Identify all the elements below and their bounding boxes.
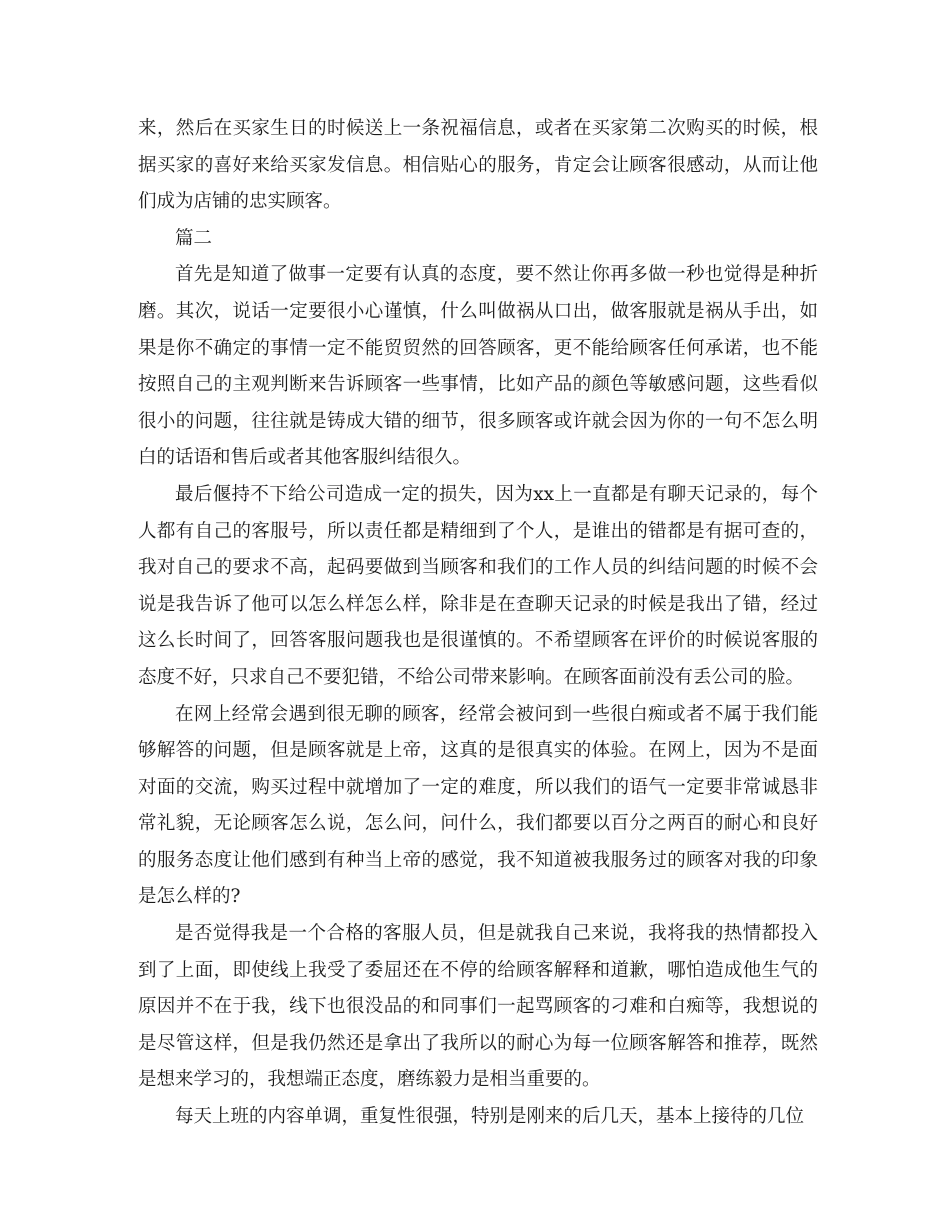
paragraph: 每天上班的内容单调，重复性很强，特别是刚来的后几天，基本上接待的几位 [175, 1106, 805, 1128]
paragraph: 首先是知道了做事一定要有认真的态度，要不然让你再多做一秒也觉得是种折磨。其次，说话一定要很小心谨慎，什么叫做祸从口出，做客服就是祸从手出，如果是你不确定的事情一定不能贸贸然的回答顾客，更不能给顾客任何承诺，也不能按照自己的主观判断来告诉顾客一些事情，比如产品的颜色等敏感问题，这些看似很小的问题，往往就是铸成大错的细节，很多顾客或许就会因为你的一句不怎么明白的话语和售后或者其他客服纠结很久。 [138, 264, 818, 469]
paragraph-continuation: 来，然后在买家生日的时候送上一条祝福信息，或者在买家第二次购买的时候，根据买家的喜好来给买家发信息。相信贴心的服务，肯定会让顾客很感动，从而让他们成为店铺的忠实顾客。 [138, 118, 818, 213]
paragraph: 是否觉得我是一个合格的客服人员，但是就我自己来说，我将我的热情都投入到了上面，即使线上我受了委屈还在不停的给顾客解释和道歉，哪怕造成他生气的原因并不在于我，线下也很没品的和同事们一起骂顾客的刁难和白痴等，我想说的是尽管这样，但是我仍然还是拿出了我所以的耐心为每一位顾客解答和推荐，既然是想来学习的，我想端正态度，磨练毅力是相当重要的。 [138, 923, 818, 1091]
paragraph: 在网上经常会遇到很无聊的顾客，经常会被问到一些很白痴或者不属于我们能够解答的问题，但是顾客就是上帝，这真的是很真实的体验。在网上，因为不是面对面的交流，购买过程中就增加了一定的难度，所以我们的语气一定要非常诚恳非常礼貌，无论顾客怎么说，怎么问，问什么，我们都要以百分之两百的耐心和良好的服务态度让他们感到有种当上帝的感觉，我不知道被我服务过的顾客对我的印象是怎么样的? [138, 703, 818, 908]
document-body [138, 111, 818, 1136]
paragraph: 最后偃持不下给公司造成一定的损失，因为xx上一直都是有聊天记录的，每个人都有自己的客服号，所以责任都是精细到了个人，是谁出的错都是有据可查的，我对自己的要求不高，起码要做到当顾客和我们的工作人员的纠结问题的时候不会说是我告诉了他可以怎么样怎么样，除非是在查聊天记录的时候是我出了错，经过这么长时间了，回答客服问题我也是很谨慎的。不希望顾客在评价的时候说客服的态度不好，只求自己不要犯错，不给公司带来影响。在顾客面前没有丢公司的脸。 [138, 483, 818, 688]
section-heading: 篇二 [175, 227, 213, 249]
